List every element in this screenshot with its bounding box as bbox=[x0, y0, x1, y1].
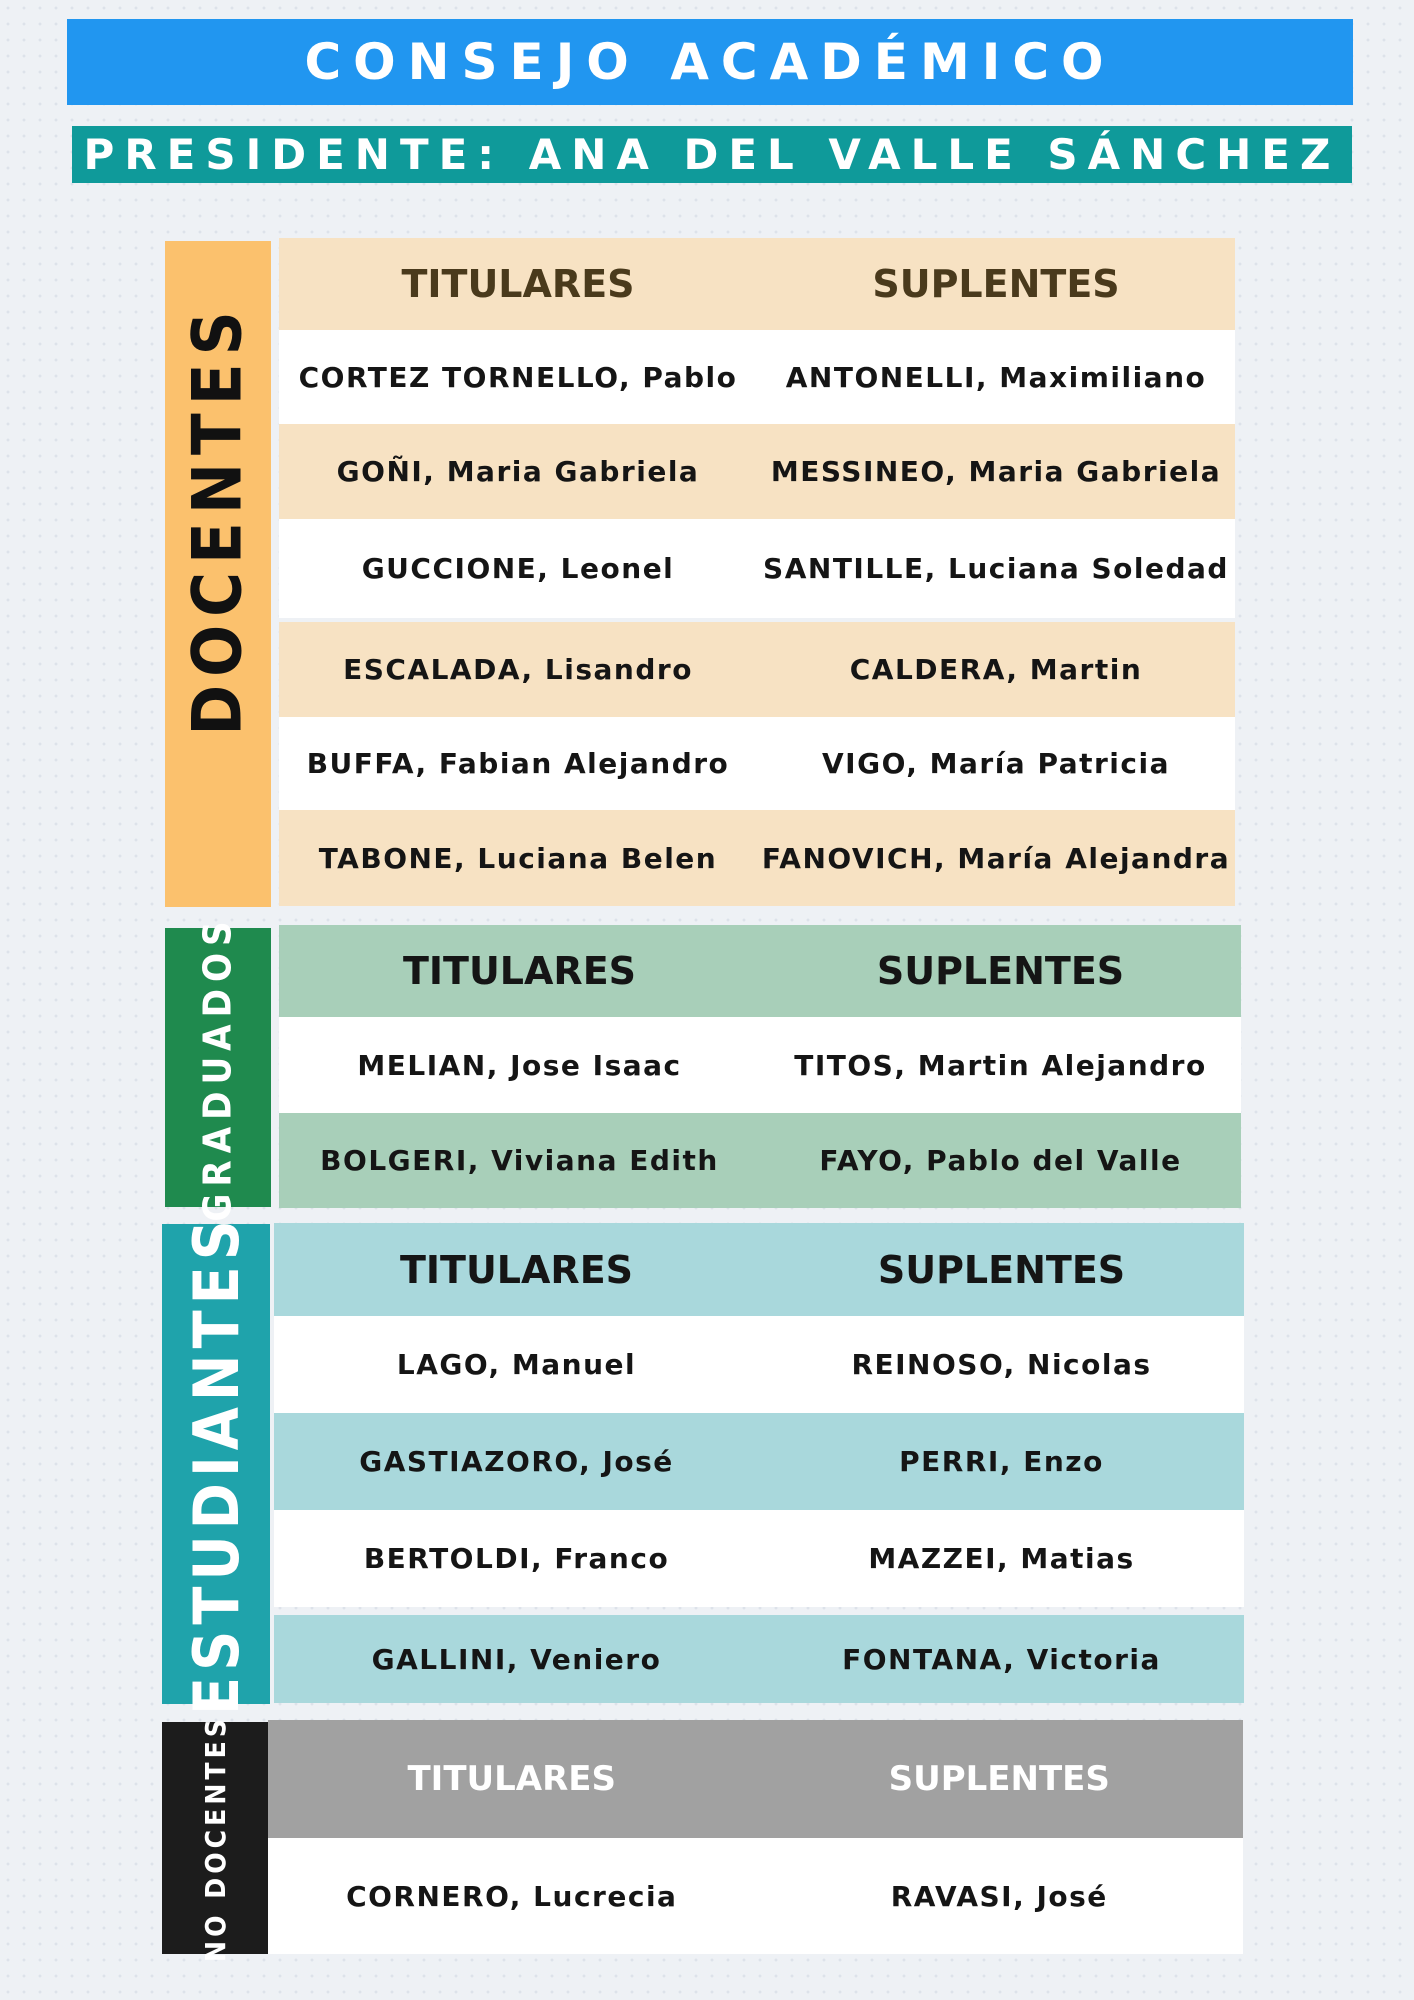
table-row bbox=[268, 1838, 1243, 1954]
no-docentes-header-row bbox=[268, 1720, 1243, 1838]
graduados-label: GRADUADOS bbox=[196, 913, 241, 1222]
suplente-name: FAYO, Pablo del Valle bbox=[819, 1144, 1182, 1177]
table-row bbox=[279, 330, 1235, 424]
titular-name: ESCALADA, Lisandro bbox=[343, 653, 693, 686]
table-row bbox=[279, 424, 1235, 519]
graduados-table bbox=[279, 925, 1241, 1208]
estudiantes-table bbox=[274, 1223, 1244, 1703]
column-header-titulares: TITULARES bbox=[407, 1759, 616, 1799]
titular-name: TABONE, Luciana Belen bbox=[318, 841, 718, 875]
titular-name: GUCCIONE, Leonel bbox=[361, 552, 675, 585]
suplente-name: CALDERA, Martin bbox=[849, 653, 1143, 686]
titular-name: BUFFA, Fabian Alejandro bbox=[306, 747, 730, 780]
titular-name: CORNERO, Lucrecia bbox=[346, 1879, 678, 1913]
table-row bbox=[279, 1113, 1241, 1208]
suplente-name: REINOSO, Nicolas bbox=[851, 1348, 1152, 1381]
docentes-label: DOCENTES bbox=[178, 302, 258, 736]
titular-name: BERTOLDI, Franco bbox=[363, 1542, 670, 1575]
no-docentes-label-bar bbox=[162, 1714, 268, 1962]
titular-name: LAGO, Manuel bbox=[396, 1348, 637, 1381]
table-row bbox=[279, 519, 1235, 618]
estudiantes-label: ESTUDIANTES bbox=[179, 1213, 253, 1715]
column-header-suplentes: SUPLENTES bbox=[876, 949, 1125, 993]
table-row bbox=[279, 717, 1235, 810]
suplente-name: MESSINEO, Maria Gabriela bbox=[770, 455, 1222, 488]
president-banner: PRESIDENTE: ANA DEL VALLE SÁNCHEZ bbox=[72, 126, 1352, 183]
estudiantes-header-row bbox=[274, 1223, 1244, 1316]
suplente-name: ANTONELLI, Maximiliano bbox=[785, 360, 1207, 394]
column-header-titulares: TITULARES bbox=[399, 1247, 634, 1292]
docentes-table bbox=[279, 238, 1235, 906]
suplente-name: TITOS, Martin Alejandro bbox=[794, 1048, 1207, 1082]
docentes-header-row bbox=[279, 238, 1235, 330]
column-header-suplentes: SUPLENTES bbox=[877, 1247, 1126, 1292]
page-title: CONSEJO ACADÉMICO bbox=[67, 19, 1353, 105]
table-row bbox=[279, 1017, 1241, 1113]
table-row bbox=[274, 1510, 1244, 1607]
no-docentes-label: NO DOCENTES bbox=[198, 1714, 232, 1962]
table-row bbox=[274, 1413, 1244, 1510]
titular-name: CORTEZ TORNELLO, Pablo bbox=[298, 360, 738, 394]
docentes-label-bar bbox=[165, 241, 271, 907]
table-row bbox=[279, 622, 1235, 717]
estudiantes-label-bar bbox=[162, 1213, 270, 1715]
graduados-label-bar bbox=[165, 913, 271, 1222]
graduados-header-row bbox=[279, 925, 1241, 1017]
titular-name: GOÑI, Maria Gabriela bbox=[336, 455, 700, 488]
suplente-name: RAVASI, José bbox=[890, 1879, 1108, 1913]
no-docentes-table bbox=[268, 1720, 1243, 1954]
titular-name: BOLGERI, Viviana Edith bbox=[320, 1144, 719, 1177]
column-header-titulares: TITULARES bbox=[402, 949, 637, 993]
suplente-name: FANOVICH, María Alejandra bbox=[761, 841, 1231, 875]
titular-name: GALLINI, Veniero bbox=[371, 1642, 662, 1676]
column-header-titulares: TITULARES bbox=[401, 262, 635, 306]
column-header-suplentes: SUPLENTES bbox=[888, 1759, 1110, 1799]
table-row bbox=[274, 1615, 1244, 1703]
table-row bbox=[279, 810, 1235, 906]
suplente-name: PERRI, Enzo bbox=[899, 1445, 1104, 1478]
suplente-name: FONTANA, Victoria bbox=[842, 1642, 1161, 1676]
suplente-name: MAZZEI, Matias bbox=[868, 1542, 1135, 1575]
suplente-name: VIGO, María Patricia bbox=[822, 747, 1170, 780]
titular-name: GASTIAZORO, José bbox=[359, 1445, 674, 1478]
titular-name: MELIAN, Jose Isaac bbox=[357, 1048, 682, 1082]
suplente-name: SANTILLE, Luciana Soledad bbox=[763, 552, 1229, 585]
column-header-suplentes: SUPLENTES bbox=[872, 262, 1120, 306]
table-row bbox=[274, 1316, 1244, 1413]
